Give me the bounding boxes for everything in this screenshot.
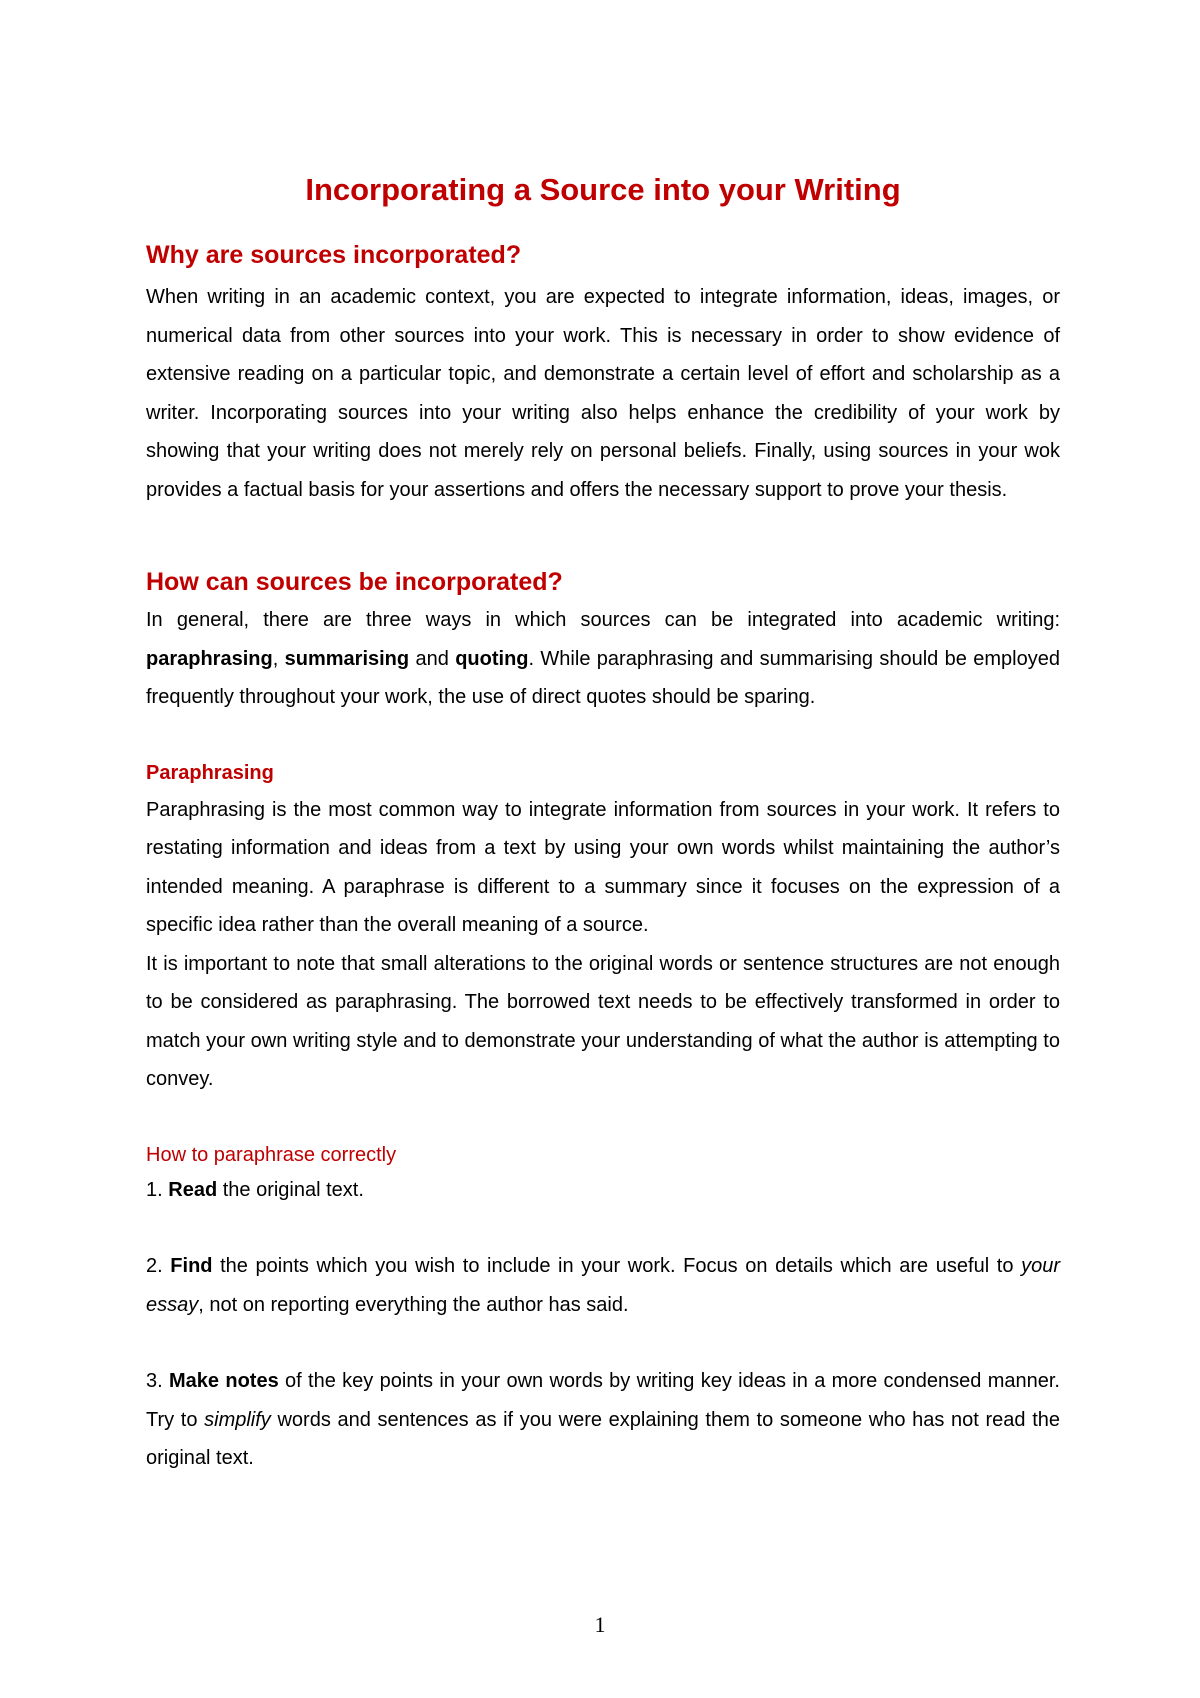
step-2-text-after: , not on reporting everything the author has said. — [198, 1293, 629, 1316]
section-heading-why: Why are sources incorporated? — [146, 241, 522, 269]
step-3-number: 3. — [146, 1370, 170, 1392]
term-quoting: quoting — [455, 647, 529, 670]
step-1-number: 1. — [146, 1178, 169, 1201]
intro-start-text: In general, there are three ways in which sources can be integrated into academic writing: — [146, 609, 1060, 631]
section-paragraph-why: When writing in an academic context, you are expected to integrate information, ideas, images, or numerical data from other sources into your work. This is necessary in order to show evidence of extensive reading on a particular topic, and demonstrate a certain level of effort and scholarship as a writer. Incorporating sources into your writing also helps enhance the credibility of your work by showing that your writing does not merely rely on personal beliefs. Finally, using sources in your wok provides a factual basis for your assertions and offers the necessary support to prove your thesis. — [146, 286, 1060, 501]
subheading-paraphrasing: Paraphrasing — [146, 761, 274, 784]
step-2-number: 2. — [146, 1255, 171, 1277]
document-title: Incorporating a Source into your Writing — [305, 172, 901, 207]
and-text: and — [409, 647, 456, 670]
step-3-keyword: Make notes — [169, 1370, 279, 1392]
step-1-keyword: Read — [168, 1178, 218, 1201]
step-1-text: the original text. — [217, 1178, 364, 1201]
step-2-italic: your essay — [146, 1255, 1060, 1316]
term-paraphrasing: paraphrasing — [146, 647, 273, 670]
paraphrasing-paragraph-2: It is important to note that small alterations to the original words or sentence structures are not enough to be considered as paraphrasing. The borrowed text needs to be effectively transformed in order to match your own writing style and to demonstrate your understanding of what the author is attempting to convey. — [146, 952, 1060, 1090]
step-2-keyword: Find — [170, 1255, 213, 1277]
subheading-how-to-paraphrase: How to paraphrase correctly — [146, 1143, 397, 1166]
step-2-text-before: the points which you wish to include in your work. Focus on details which are useful to — [212, 1255, 1022, 1277]
step-2 — [146, 1247, 1060, 1324]
step-3-italic: simplify — [204, 1408, 271, 1431]
page-content — [146, 170, 1060, 1478]
step-1 — [146, 1171, 1060, 1210]
page-number: 1 — [594, 1612, 606, 1637]
comma-text: , — [272, 647, 285, 670]
term-summarising: summarising — [284, 647, 410, 670]
intro-end-text: . While paraphrasing and summarising should be employed frequently throughout your work, the use of direct quotes should be sparing. — [146, 647, 1060, 708]
step-3-text-after: words and sentences as if you were explaining them to someone who has not read the original text. — [146, 1408, 1060, 1469]
section-heading-how: How can sources be incorporated? — [146, 568, 563, 596]
step-3 — [146, 1362, 1060, 1478]
section-paragraph-how — [146, 601, 1060, 717]
paraphrasing-paragraph-1: Paraphrasing is the most common way to integrate information from sources in your work. It refers to restating information and ideas from a text by using your own words whilst maintaining the author’s intended meaning. A paraphrase is different to a summary since it focuses on the expression of a specific idea rather than the overall meaning of a source. — [146, 798, 1060, 936]
step-3-text-before: of the key points in your own words by writing key ideas in a more condensed manner. Try to — [146, 1370, 1060, 1431]
